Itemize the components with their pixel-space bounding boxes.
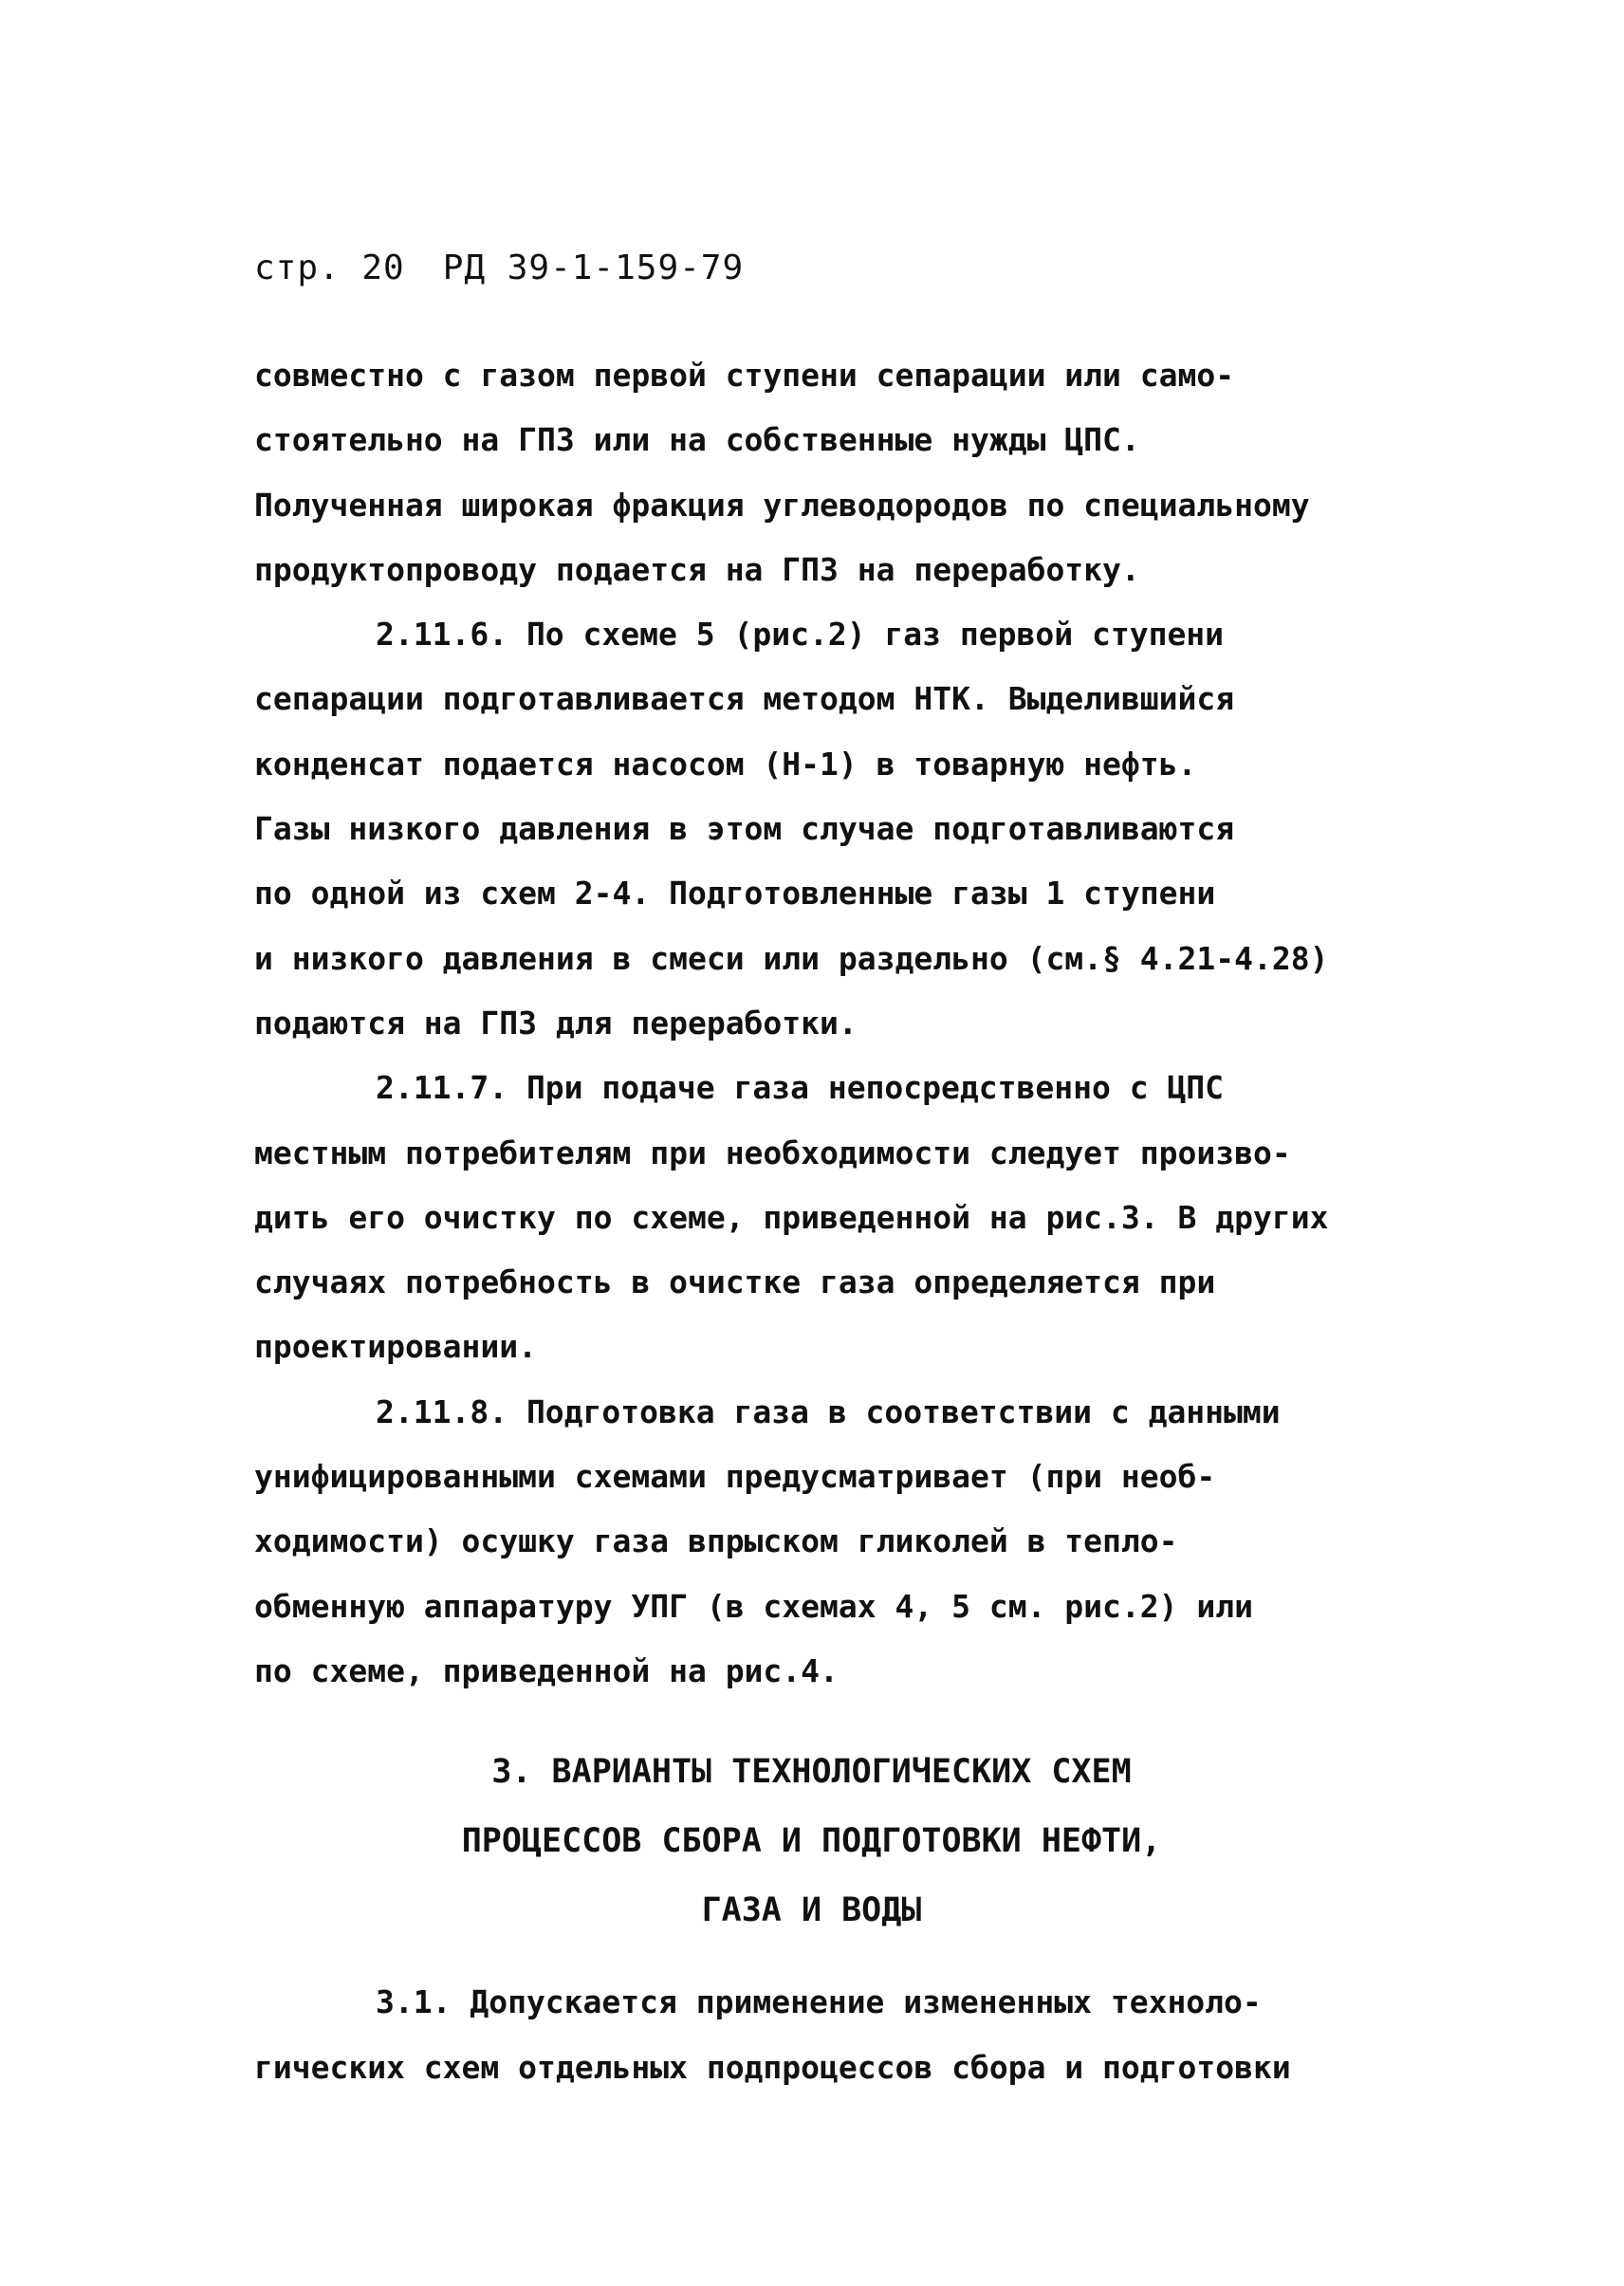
text-line: подаются на ГПЗ для переработки. <box>254 1004 858 1042</box>
text-line: Полученная широкая фракция углеводородов по специальному <box>254 486 1310 524</box>
paragraph-2-11-6 <box>254 602 1407 1056</box>
text-line: 2.11.6. По схеме 5 (рис.2) газ первой ступени <box>376 616 1225 654</box>
paragraph-3-1 <box>254 1970 1407 2100</box>
text-line: гических схем отдельных подпроцессов сбора и подготовки <box>254 2048 1291 2086</box>
section-heading <box>216 1738 1407 1945</box>
page-number: стр. 20 <box>254 249 405 287</box>
text-line: проектировании. <box>254 1328 538 1366</box>
text-line: сепарации подготавливается методом НТК. Выделившийся <box>254 680 1235 718</box>
text-line: 2.11.7. При подаче газа непосредственно с ЦПС <box>376 1069 1225 1107</box>
text-line: стоятельно на ГПЗ или на собственные нужды ЦПС. <box>254 421 1140 459</box>
heading-line: ГАЗА И ВОДЫ <box>701 1891 922 1930</box>
text-line: Газы низкого давления в этом случае подготавливаются <box>254 810 1235 848</box>
text-line: продуктопроводу подается на ГПЗ на переработку. <box>254 550 1140 588</box>
text-line: по схеме, приведенной на рис.4. <box>254 1651 839 1689</box>
text-line: 3.1. Допускается применение измененных техноло- <box>376 1983 1262 2021</box>
text-line: местным потребителям при необходимости следует произво- <box>254 1134 1291 1171</box>
text-line: 2.11.8. Подготовка газа в соответствии с данными <box>376 1392 1281 1430</box>
text-line: конденсат подается насосом (Н-1) в товарную нефть. <box>254 745 1197 783</box>
paragraph-2-11-7 <box>254 1056 1407 1379</box>
text-line: ходимости) осушку газа впрыском гликолей в тепло- <box>254 1522 1178 1560</box>
paragraph-2-11-8 <box>254 1380 1407 1704</box>
text-line: совместно с газом первой ступени сепарации или само- <box>254 357 1235 394</box>
body-text <box>254 343 1407 2100</box>
heading-line: ПРОЦЕССОВ СБОРА И ПОДГОТОВКИ НЕФТИ, <box>461 1822 1162 1861</box>
heading-line: 3. ВАРИАНТЫ ТЕХНОЛОГИЧЕСКИХ СХЕМ <box>491 1753 1132 1792</box>
page-header <box>254 249 744 287</box>
document-code: РД 39-1-159-79 <box>442 249 745 287</box>
text-line: по одной из схем 2-4. Подготовленные газы 1 ступени <box>254 875 1216 913</box>
text-line: дить его очистку по схеме, приведенной на рис.3. В других <box>254 1198 1329 1236</box>
text-line: унифицированными схемами предусматривает (при необ- <box>254 1458 1216 1496</box>
text-line: и низкого давления в смеси или раздельно (см.§ 4.21-4.28) <box>254 939 1329 977</box>
text-line: обменную аппаратуру УПГ (в схемах 4, 5 см. рис.2) или <box>254 1587 1253 1625</box>
text-line: случаях потребность в очистке газа определяется при <box>254 1263 1216 1301</box>
paragraph-continuation <box>254 343 1407 602</box>
